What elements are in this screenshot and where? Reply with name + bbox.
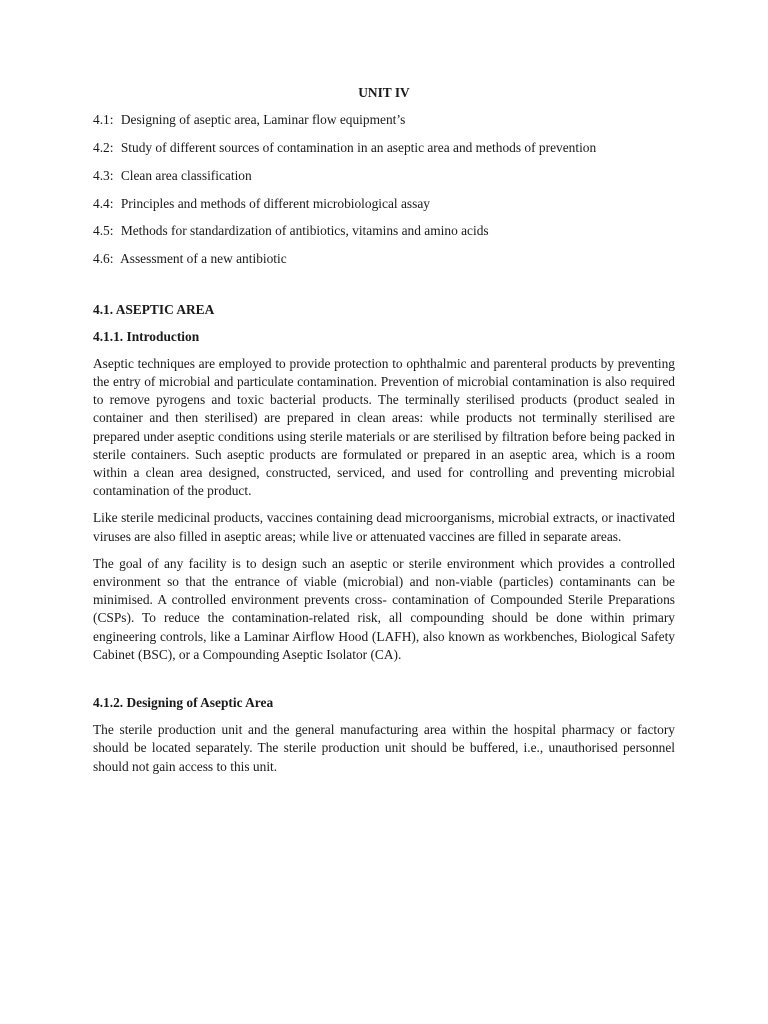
paragraph: Aseptic techniques are employed to provide protection to ophthalmic and parenteral products by preventing the entry of microbial and particulate contamination. Prevention of microbial contamination is also required to remove pyrogens and toxic bacterial products. The terminally sterilised products (product sealed in container and then sterilised) are prepared in clean areas: while products not terminally sterilised are prepared under aseptic conditions using sterile materials or are sterilised by filtration before being packed in sterile containers. Such aseptic products are formulated or prepared in an aseptic area, which is a room within a clean area designed, constructed, serviced, and used for controlling and preventing microbial contamination of the product. bbox=[93, 355, 675, 499]
section-heading-aseptic-area: 4.1. ASEPTIC AREA bbox=[93, 302, 215, 318]
toc-item bbox=[93, 222, 675, 240]
toc-item-text: Methods for standardization of antibiotics, vitamins and amino acids bbox=[120, 223, 489, 239]
toc-item-number: 4.6: bbox=[93, 251, 114, 267]
toc-item-text: Assessment of a new antibiotic bbox=[120, 251, 287, 267]
toc-item-text: Designing of aseptic area, Laminar flow equipment’s bbox=[120, 112, 406, 128]
toc-item bbox=[93, 111, 675, 129]
toc-item bbox=[93, 139, 675, 157]
toc-list bbox=[93, 111, 675, 268]
toc-item-number: 4.4: bbox=[93, 195, 114, 211]
toc-item-number: 4.2: bbox=[93, 140, 114, 155]
toc-item bbox=[93, 167, 675, 185]
toc-item-text: Study of different sources of contamination in an aseptic area and methods of prevention bbox=[120, 140, 597, 155]
toc-item-number: 4.1: bbox=[93, 112, 114, 128]
toc-item bbox=[93, 195, 675, 213]
toc-item-number: 4.3: bbox=[93, 167, 114, 183]
paragraph: Like sterile medicinal products, vaccines containing dead microorganisms, microbial extracts, or inactivated viruses are also filled in aseptic areas; while live or attenuated vaccines are filled in separate areas. bbox=[93, 510, 675, 544]
unit-title: UNIT IV bbox=[358, 85, 410, 100]
document-page bbox=[93, 84, 675, 785]
toc-item-number: 4.5: bbox=[93, 223, 114, 239]
paragraph: The sterile production unit and the general manufacturing area within the hospital pharmacy or factory should be located separately. The sterile production unit should be buffered, i.e., unauthorised personnel should not gain access to this unit. bbox=[93, 722, 675, 774]
toc-item-text: Principles and methods of different microbiological assay bbox=[120, 195, 430, 211]
toc-item bbox=[93, 250, 675, 268]
paragraph: The goal of any facility is to design such an aseptic or sterile environment which provides a controlled environment so that the entrance of viable (microbial) and non-viable (particles) contaminants can be minimised. A controlled environment prevents cross- contamination of Compounded Sterile Preparations (CSPs). To reduce the contamination-related risk, all compounding should be done within primary engineering controls, like a Laminar Airflow Hood (LAFH), also known as workbenches, Biological Safety Cabinet (BSC), or a Compounding Aseptic Isolator (CA). bbox=[93, 555, 675, 662]
subsection-heading-designing: 4.1.2. Designing of Aseptic Area bbox=[93, 695, 274, 711]
subsection-heading-introduction: 4.1.1. Introduction bbox=[93, 328, 200, 344]
toc-item-text: Clean area classification bbox=[120, 167, 252, 183]
